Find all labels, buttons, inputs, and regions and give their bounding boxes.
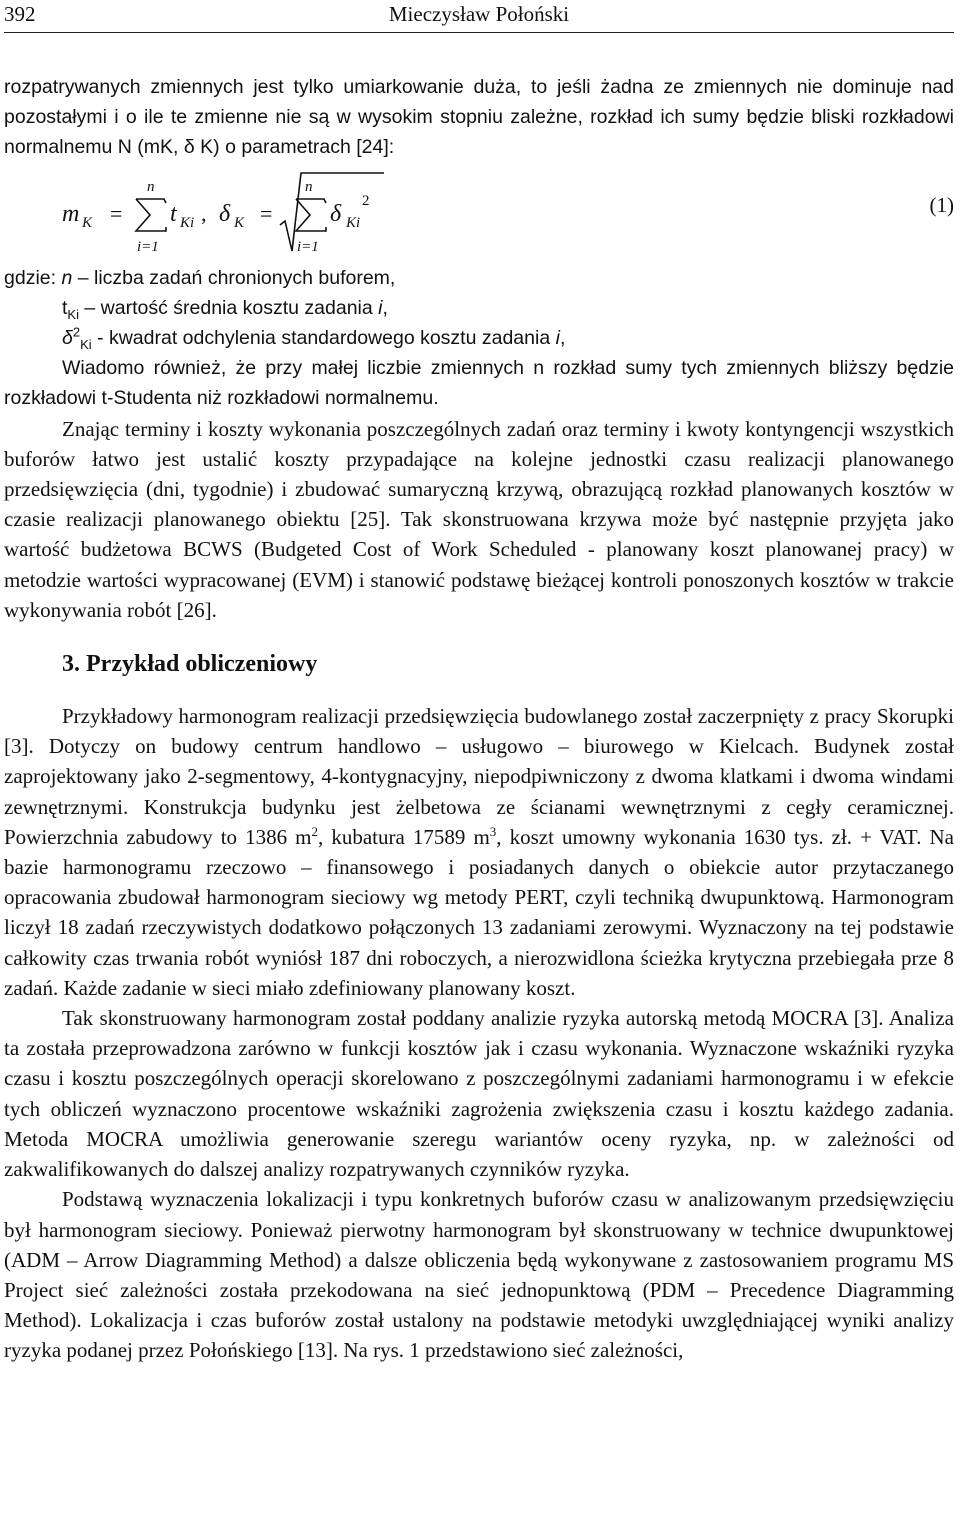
page-body (4, 72, 954, 1366)
formula-svg (4, 163, 704, 263)
paragraph-mocra: Tak skonstruowany harmonogram został poddany analizie ryzyka autorską metodą MOCRA [3]. Analiza ta została przeprowadzona zarówno w funkcji kosztów jak i czasu wykonania. Wyznaczone wskaźniki ryzyka czasu i kosztu poszczególnych operacji skorelowano z poszczególnymi zadaniami harmonogramu i w efekcie tych obliczeń wyznaczono procentowe wskaźniki zagrożenia zwiększenia czasu i kosztu każdego zadania. Metoda MOCRA umożliwia generowanie szeregu wariantów oceny ryzyka, np. w zależności od zakwalifikowanych do dalszej analizy rozpatrywanych czynników ryzyka. (4, 1006, 954, 1182)
paragraph-znajac: Znając terminy i koszty wykonania poszczególnych zadań oraz terminy i kwoty kontyngencji wszystkich buforów łatwo jest ustalić koszty przypadające na kolejne jednostki czasu realizacji planowanego przedsięwzięcia (dni, tygodnie) i zbudować sumaryczną krzywą, obrazującą rozkład planowanych kosztów w czasie realizacji planowanego obiektu [25]. Tak skonstruowana krzywa może być następnie przyjęta jako wartość budżetowa BCWS (Budgeted Cost of Work Scheduled - planowany koszt planowanej pracy) w metodzie wartości wypracowanej (EVM) i stanowić podstawę bieżącej kontroli ponoszonych kosztów w trakcie wykonywania robót [26]. (4, 416, 954, 622)
formula-sub-k-2: K (234, 214, 245, 231)
paragraph-podstawa: Podstawą wyznaczenia lokalizacji i typu konkretnych buforów czasu w analizowanym przedsięwzięciu był harmonogram sieciowy. Ponieważ pierwotny harmonogram był skonstruowany w technice dwupunktowej (ADM – Arrow Diagramming Method) a dalsze obliczenia będą wykonywane z zastosowaniem programu MS Project sieć zależności została przekodowana na sieć jednopunktową (PDM – Precedence Diagramming Method). Lokalizacja i czas buforów został ustalony na podstawie metodyki uwzględniającej wyniki analizy ryzyka podanej przez Połońskiego [13]. Na rys. 1 przedstawiono sieć zależności, (4, 1187, 954, 1363)
formula-delta-k: δ (219, 200, 231, 227)
equation-1 (4, 163, 954, 263)
formula-eq-1: = (110, 200, 123, 226)
formula-sub-ki-1: Ki (180, 214, 195, 231)
definitions (4, 263, 954, 354)
formula-eq-2: = (260, 200, 273, 226)
formula-comma: , (201, 200, 207, 226)
intro-paragraph: rozpatrywanych zmiennych jest tylko umiarkowanie duża, to jeśli żadna ze zmiennych nie dominuje nad pozostałymi i o ile te zmienne nie są w wysokim stopniu zależne, rozkład ich sumy będzie bliski rozkładowi normalnemu N (mK, δ K) o parametrach [24]: (4, 76, 954, 159)
formula-sum-top-1: n (147, 178, 155, 195)
definition-delta-ki: $\delta^2_{Ki}$ - kwadrat odchylenia standardowego kosztu zadania i, (62, 324, 566, 352)
sigma-icon (296, 199, 326, 231)
paragraph-wiadomo: Wiadomo również, że przy małej liczbie zmiennych n rozkład sumy tych zmiennych bliższy będzie rozkładowi t-Studenta niż rozkładowi normalnemu. (4, 357, 954, 410)
formula-sub-ki-2: Ki (346, 214, 361, 231)
running-title: Mieczysław Połoński (388, 2, 570, 26)
page-number: 392 (4, 2, 36, 26)
definition-n: gdzie: n – liczba zadań chronionych buforem, (4, 266, 396, 289)
formula-delta-ki: δ (330, 200, 342, 227)
running-header (4, 0, 954, 32)
section-heading: 3. Przykład obliczeniowy (62, 651, 318, 678)
formula-sum-top-2: n (305, 178, 313, 195)
formula-t: t (170, 200, 177, 227)
definition-t-ki: $t_{Ki}$ – wartość średnia kosztu zadania i, (62, 296, 388, 322)
equation-number: (1) (929, 192, 954, 217)
formula-sum-bottom-2: i=1 (297, 238, 319, 255)
header-rule (4, 32, 954, 33)
paragraph-przyklad: Przykładowy harmonogram realizacji przedsięwzięcia budowlanego został zaczerpnięty z pracy Skorupki [3]. Dotyczy on budowy centrum handlowo – usługowo – biurowego w Kielcach. Budynek został zaprojektowany jako 2-segmentowy, 4-kontygnacyjny, niepodpiwniczony z dwoma klatkami i dwoma windami zewnętrznymi. Konstrukcja budynku jest żelbetowa ze ścianami wewnętrznymi z cegły ceramicznej. Powierzchnia zabudowy to 1386 $m^2$, kubatura 17589 $m^3$, koszt umowny wykonania 1630 tys. zł. + VAT. Na bazie harmonogramu rzeczowo – finansowego i posiadanych danych o obiekcie autor przytaczanego opracowania zbudował harmonogram sieciowy wg metody PERT, czyli techniką dwupunktową. Harmonogram liczył 18 zadań rzeczywistych dodatkowo połączonych 13 zadaniami zerowymi. Wyznaczony na tej podstawie całkowity czas trwania robót wyniósł 187 dni roboczych, a nierozwidlona ścieżka krytyczna przebiegała prze 8 zadań. Każde zadanie w sieci miało zdefiniowany planowany koszt. (4, 704, 954, 1000)
formula-square: 2 (362, 192, 370, 209)
intro-tail: K, δ K) o parametrach [24]: (160, 136, 395, 159)
sigma-icon (136, 199, 166, 231)
formula-sub-k: K (82, 214, 93, 231)
formula-m: m (62, 200, 80, 227)
formula-sum-bottom-1: i=1 (137, 238, 159, 255)
